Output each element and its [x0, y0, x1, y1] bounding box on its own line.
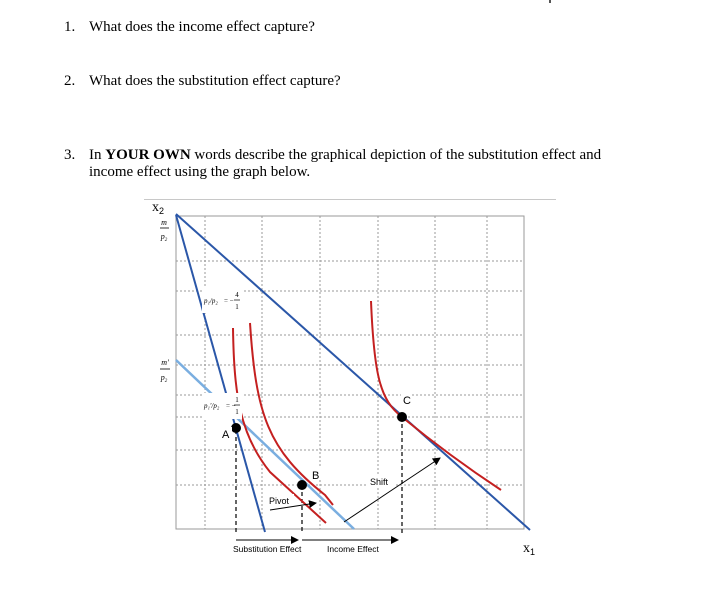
question-3-text-line2: income effect using the graph below.	[89, 164, 311, 180]
x-axis-label: $x_1$	[523, 541, 536, 557]
point-a-label: A	[222, 429, 230, 441]
m-prime-over-p2-fraction	[160, 358, 170, 384]
vertical-gridlines	[205, 216, 487, 529]
question-3-text-after: words describe the graphical depiction of the substitution effect and	[190, 147, 602, 163]
slope-annotation-pivot	[202, 393, 242, 419]
slope-2-denominator: 1	[235, 408, 239, 416]
m-label: m	[161, 218, 167, 227]
question-3-number: 3.	[64, 147, 76, 163]
page-corner-mark	[549, 0, 551, 3]
question-2-number: 2.	[64, 73, 76, 89]
slope-1-ratio: p₁/p₂	[204, 297, 218, 305]
income-effect-label: Income Effect	[327, 544, 379, 554]
indifference-curve-initial-a	[233, 328, 326, 523]
question-3	[64, 147, 664, 181]
point-b-label: B	[312, 470, 320, 482]
point-c-label: C	[403, 395, 411, 407]
slope-2-equals: = −	[226, 402, 236, 410]
substitution-income-effect-graph	[140, 195, 540, 565]
slope-1-equals: = −	[224, 297, 234, 305]
m-over-p2-fraction	[160, 218, 169, 243]
pivot-label: Pivot	[269, 496, 290, 506]
shift-arrow	[344, 458, 440, 522]
question-3-text-before: In	[89, 147, 106, 163]
y-axis-label: $x_2$	[152, 200, 165, 216]
plot-frame	[176, 216, 524, 529]
slope-annotation-original	[202, 287, 242, 313]
point-b-dot	[297, 480, 307, 490]
question-1-text: What does the income effect capture?	[89, 19, 315, 35]
question-1-number: 1.	[64, 19, 76, 35]
point-a-dot	[231, 423, 241, 433]
p2-label-2: $p_2$	[160, 373, 168, 384]
substitution-effect-label: Substitution Effect	[233, 544, 302, 554]
question-3-text-bold: YOUR OWN	[105, 147, 191, 163]
m-prime-label: m'	[161, 358, 169, 367]
question-2	[64, 73, 341, 90]
slope-1-denominator: 1	[235, 303, 239, 311]
shift-label: Shift	[370, 477, 389, 487]
question-2-text: What does the substitution effect capture?	[89, 73, 341, 89]
pivot-budget-line	[176, 360, 354, 529]
slope-2-ratio: p₁'/p₂	[204, 402, 220, 410]
point-c-dot	[397, 412, 407, 422]
p2-label: $p_2$	[160, 232, 168, 243]
question-1	[64, 19, 315, 36]
slope-1-numerator: 4	[235, 291, 239, 299]
slope-2-numerator: 1	[235, 396, 239, 404]
